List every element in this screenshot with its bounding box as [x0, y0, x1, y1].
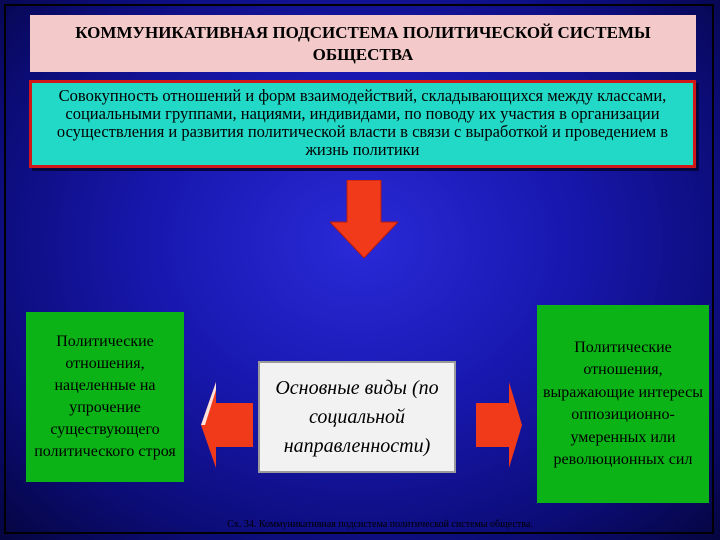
arrow-left-icon	[201, 382, 253, 468]
right-relations-text: Политические отношения, выражающие интересы оппозиционно-умеренных или революционных сил	[542, 338, 704, 468]
arrow-down-icon	[330, 180, 398, 258]
left-relations-box	[26, 312, 184, 482]
definition-box: Совокупность отношений и форм взаимодействий, складывающихся между классами, социальными группами, нациями, индивидами, по поводу их участия в организации осуществления и развития политической власти в связи с выработкой и проведением в жизнь политики	[29, 80, 696, 168]
arrow-right-icon	[476, 382, 522, 468]
main-types-box	[258, 361, 456, 473]
right-relations-box	[537, 305, 709, 503]
main-types-text: Основные виды (по социальной направленности)	[275, 376, 439, 457]
left-relations-text: Политические отношения, нацеленные на упрочение существующего политического строя	[34, 333, 176, 460]
slide-title: КОММУНИКАТИВНАЯ ПОДСИСТЕМА ПОЛИТИЧЕСКОЙ СИСТЕМЫ ОБЩЕСТВА	[30, 15, 696, 72]
figure-caption: Сх. 34. Коммуникативная подсистема политической системы общества.	[227, 519, 533, 530]
